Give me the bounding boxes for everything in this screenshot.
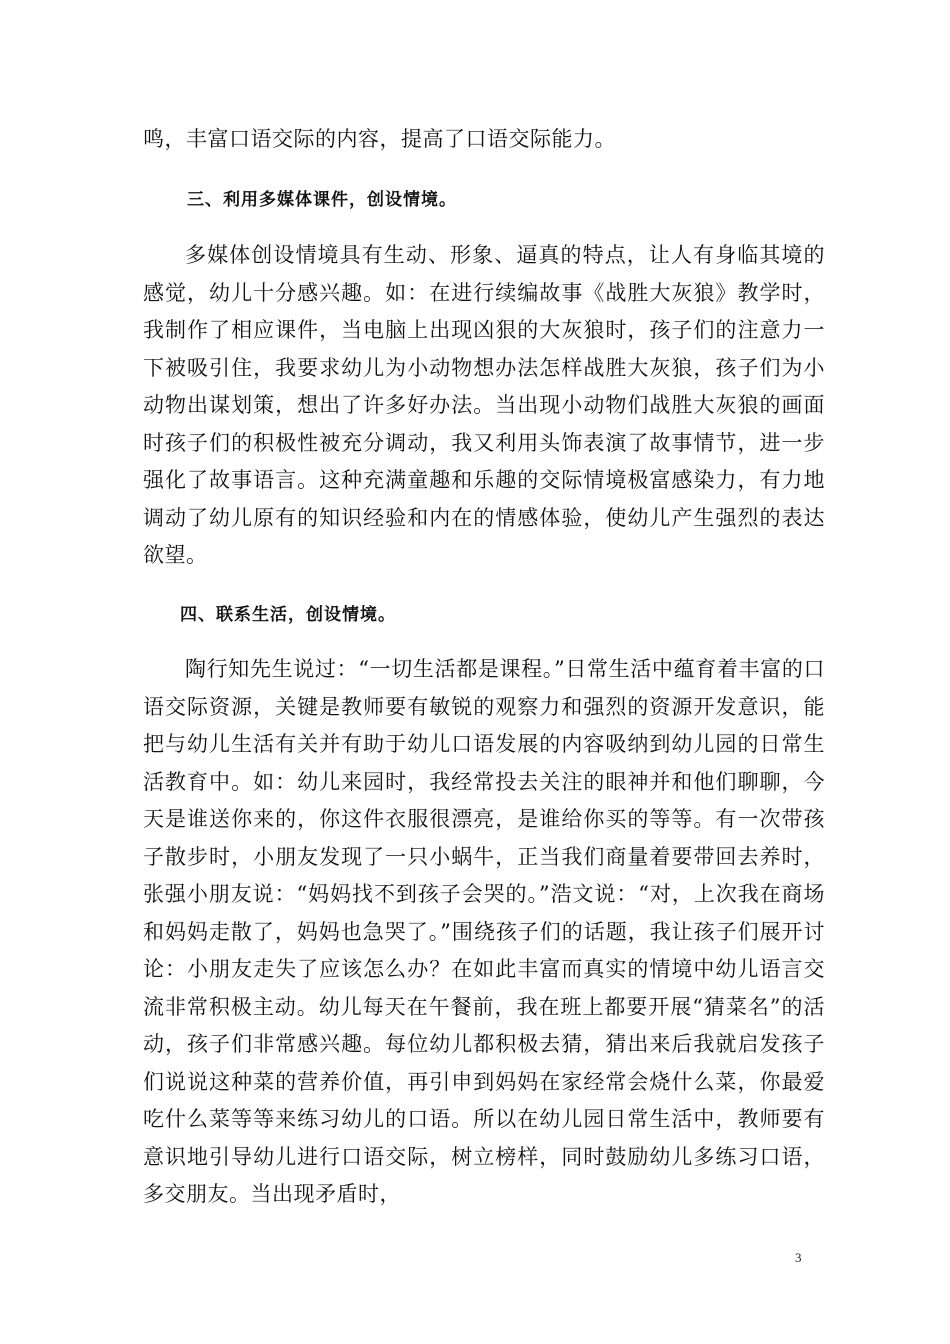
paragraph-continuation: 鸣，丰富口语交际的内容，提高了口语交际能力。	[143, 127, 616, 151]
paragraph-multimedia: 多媒体创设情境具有生动、形象、逼真的特点，让人有身临其境的感觉，幼儿十分感兴趣。如：在进行续编故事《战胜大灰狼》教学时，我制作了相应课件，当电脑上出现凶狠的大灰狼时，孩子们的注意力一下被吸引住，我要求幼儿为小动物想办法怎样战胜大灰狼，孩子们为小动物出谋划策，想出了许多好办法。当出现小动物们战胜大灰狼的画面时孩子们的积极性被充分调动，我又利用头饰表演了故事情节，进一步强化了故事语言。这种充满童趣和乐趣的交际情境极富感染力，有力地调动了幼儿原有的知识经验和内在的情感体验，使幼儿产生强烈的表达欲望。	[143, 243, 825, 567]
paragraph-daily-life: 陶行知先生说过：“一切生活都是课程。”日常生活中蕴育着丰富的口语交际资源，关键是教师要有敏锐的观察力和强烈的资源开发意识，能把与幼儿生活有关并有助于幼儿口语发展的内容吸纳到幼儿园的日常生活教育中。如：幼儿来园时，我经常投去关注的眼神并和他们聊聊，今天是谁送你来的，你这件衣服很漂亮，是谁给你买的等等。有一次带孩子散步时，小朋友发现了一只小蜗牛，正当我们商量着要带回去养时，张强小朋友说：“妈妈找不到孩子会哭的。”浩文说：“对，上次我在商场和妈妈走散了，妈妈也急哭了。”围绕孩子们的话题，我让孩子们展开讨论：小朋友走失了应该怎么办？在如此丰富而真实的情境中幼儿语言交流非常积极主动。幼儿每天在午餐前，我在班上都要开展“猜菜名”的活动，孩子们非常感兴趣。每位幼儿都积极去猜，猜出来后我就启发孩子们说说这种菜的营养价值，再引申到妈妈在家经常会烧什么菜，你最爱吃什么菜等等来练习幼儿的口语。所以在幼儿园日常生活中，教师要有意识地引导幼儿进行口语交际，树立榜样，同时鼓励幼儿多练习口语，多交朋友。当出现矛盾时，	[143, 657, 825, 1206]
section-heading-4: 四、联系生活，创设情境。	[180, 605, 396, 625]
section-heading-3: 三、利用多媒体课件，创设情境。	[187, 190, 457, 210]
page-number: 3	[795, 1250, 802, 1265]
